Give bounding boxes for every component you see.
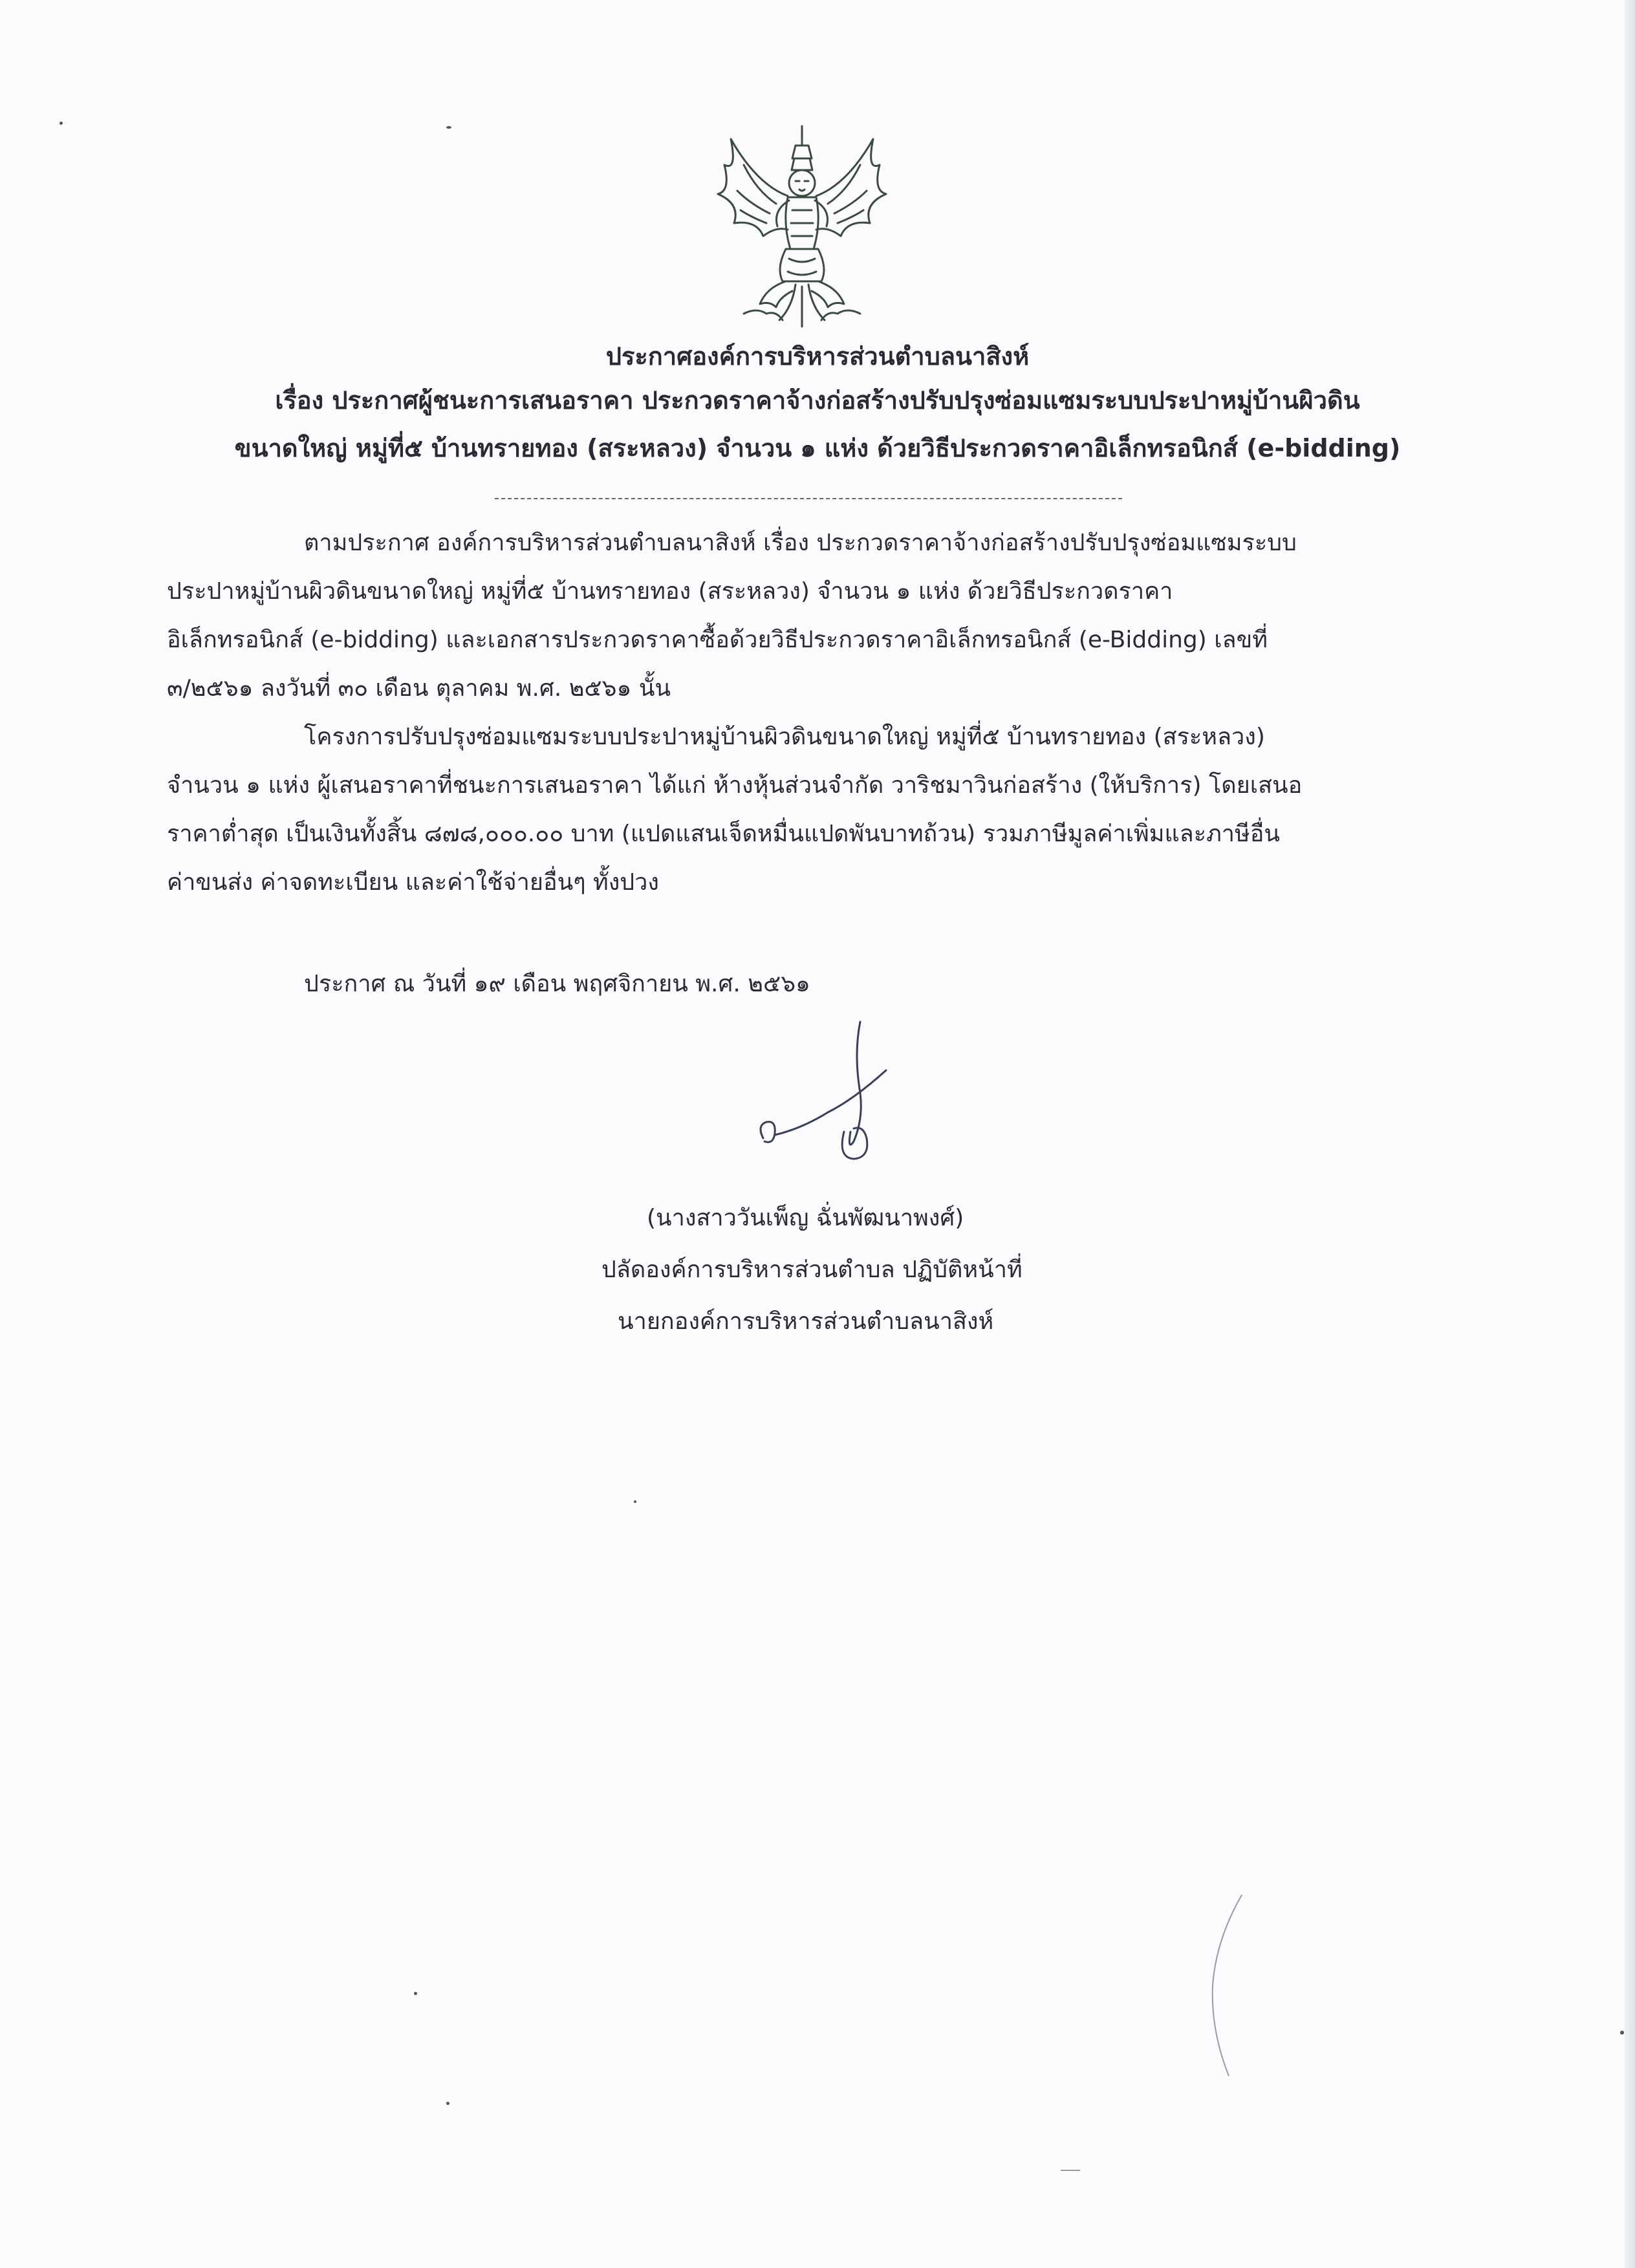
paragraph-1-line-2: ประปาหมู่บ้านผิวดินขนาดใหญ่ หมู่ที่๕ บ้านทรายทอง (สระหลวง) จำนวน ๑ แห่ง ด้วยวิธีประกวดราคา <box>167 578 1173 605</box>
paragraph-2-line-3: ราคาต่ำสุด เป็นเงินทั้งสิ้น ๘๗๘,๐๐๐.๐๐ บาท (แปดแสนเจ็ดหมื่นแปดพันบาทถ้วน) รวมภาษีมูลค่าเพิ่มและภาษีอื่น <box>167 821 1280 847</box>
announce-date: ประกาศ ณ วันที่ ๑๙ เดือน พฤศจิกายน พ.ศ. ๒๕๖๑ <box>304 971 810 997</box>
dashed-separator <box>495 498 1122 499</box>
signatory-position-1: ปลัดองค์การบริหารส่วนตำบล ปฏิบัติหน้าที่ <box>601 1257 1023 1283</box>
garuda-emblem-icon <box>705 120 899 333</box>
scan-speck <box>60 122 63 125</box>
faint-pencil-mark <box>1203 1888 1255 2082</box>
paragraph-1-line-1: ตามประกาศ องค์การบริหารส่วนตำบลนาสิงห์ เรื่อง ประกวดราคาจ้างก่อสร้างปรับปรุงซ่อมแซมระบบ <box>304 530 1297 556</box>
paragraph-2-line-2: จำนวน ๑ แห่ง ผู้เสนอราคาที่ชนะการเสนอราคา ได้แก่ ห้างหุ้นส่วนจำกัด วาริชมาวินก่อสร้าง (ให้บริการ) โดยเสนอ <box>167 772 1303 799</box>
signatory-position-2: นายกองค์การบริหารส่วนตำบลนาสิงห์ <box>618 1308 994 1335</box>
subject-line-2: ขนาดใหญ่ หมู่ที่๕ บ้านทรายทอง (สระหลวง) จำนวน ๑ แห่ง ด้วยวิธีประกวดราคาอิเล็กทรอนิกส์ (e-bidding) <box>234 434 1401 462</box>
scan-speck <box>414 1992 417 1995</box>
scan-speck <box>446 2102 449 2105</box>
paragraph-2-line-4: ค่าขนส่ง ค่าจดทะเบียน และค่าใช้จ่ายอื่นๆ ทั้งปวง <box>167 869 659 896</box>
scan-speck <box>634 1500 636 1503</box>
signatory-name: (นางสาววันเพ็ญ ฉั่นพัฒนาพงศ์) <box>647 1205 964 1231</box>
scan-speck <box>1620 2031 1624 2035</box>
scan-speck <box>446 126 451 129</box>
paragraph-1-line-3: อิเล็กทรอนิกส์ (e-bidding) และเอกสารประกวดราคาซื้อด้วยวิธีประกวดราคาอิเล็กทรอนิกส์ (e-Bidding) เลขที่ <box>167 627 1268 653</box>
paragraph-2-line-1: โครงการปรับปรุงซ่อมแซมระบบประปาหมู่บ้านผิวดินขนาดใหญ่ หมู่ที่๕ บ้านทรายทอง (สระหลวง) <box>304 724 1265 750</box>
scan-speck <box>1061 2170 1080 2171</box>
subject-line-1: เรื่อง ประกาศผู้ชนะการเสนอราคา ประกวดราคาจ้างก่อสร้างปรับปรุงซ่อมแซมระบบประปาหมู่บ้านผิวดิน <box>275 386 1360 415</box>
paragraph-1-line-4: ๓/๒๕๖๑ ลงวันที่ ๓๐ เดือน ตุลาคม พ.ศ. ๒๕๖๑ นั้น <box>167 675 671 702</box>
announcement-title: ประกาศองค์การบริหารส่วนตำบลนาสิงห์ <box>605 342 1030 371</box>
handwritten-signature <box>757 1009 918 1177</box>
